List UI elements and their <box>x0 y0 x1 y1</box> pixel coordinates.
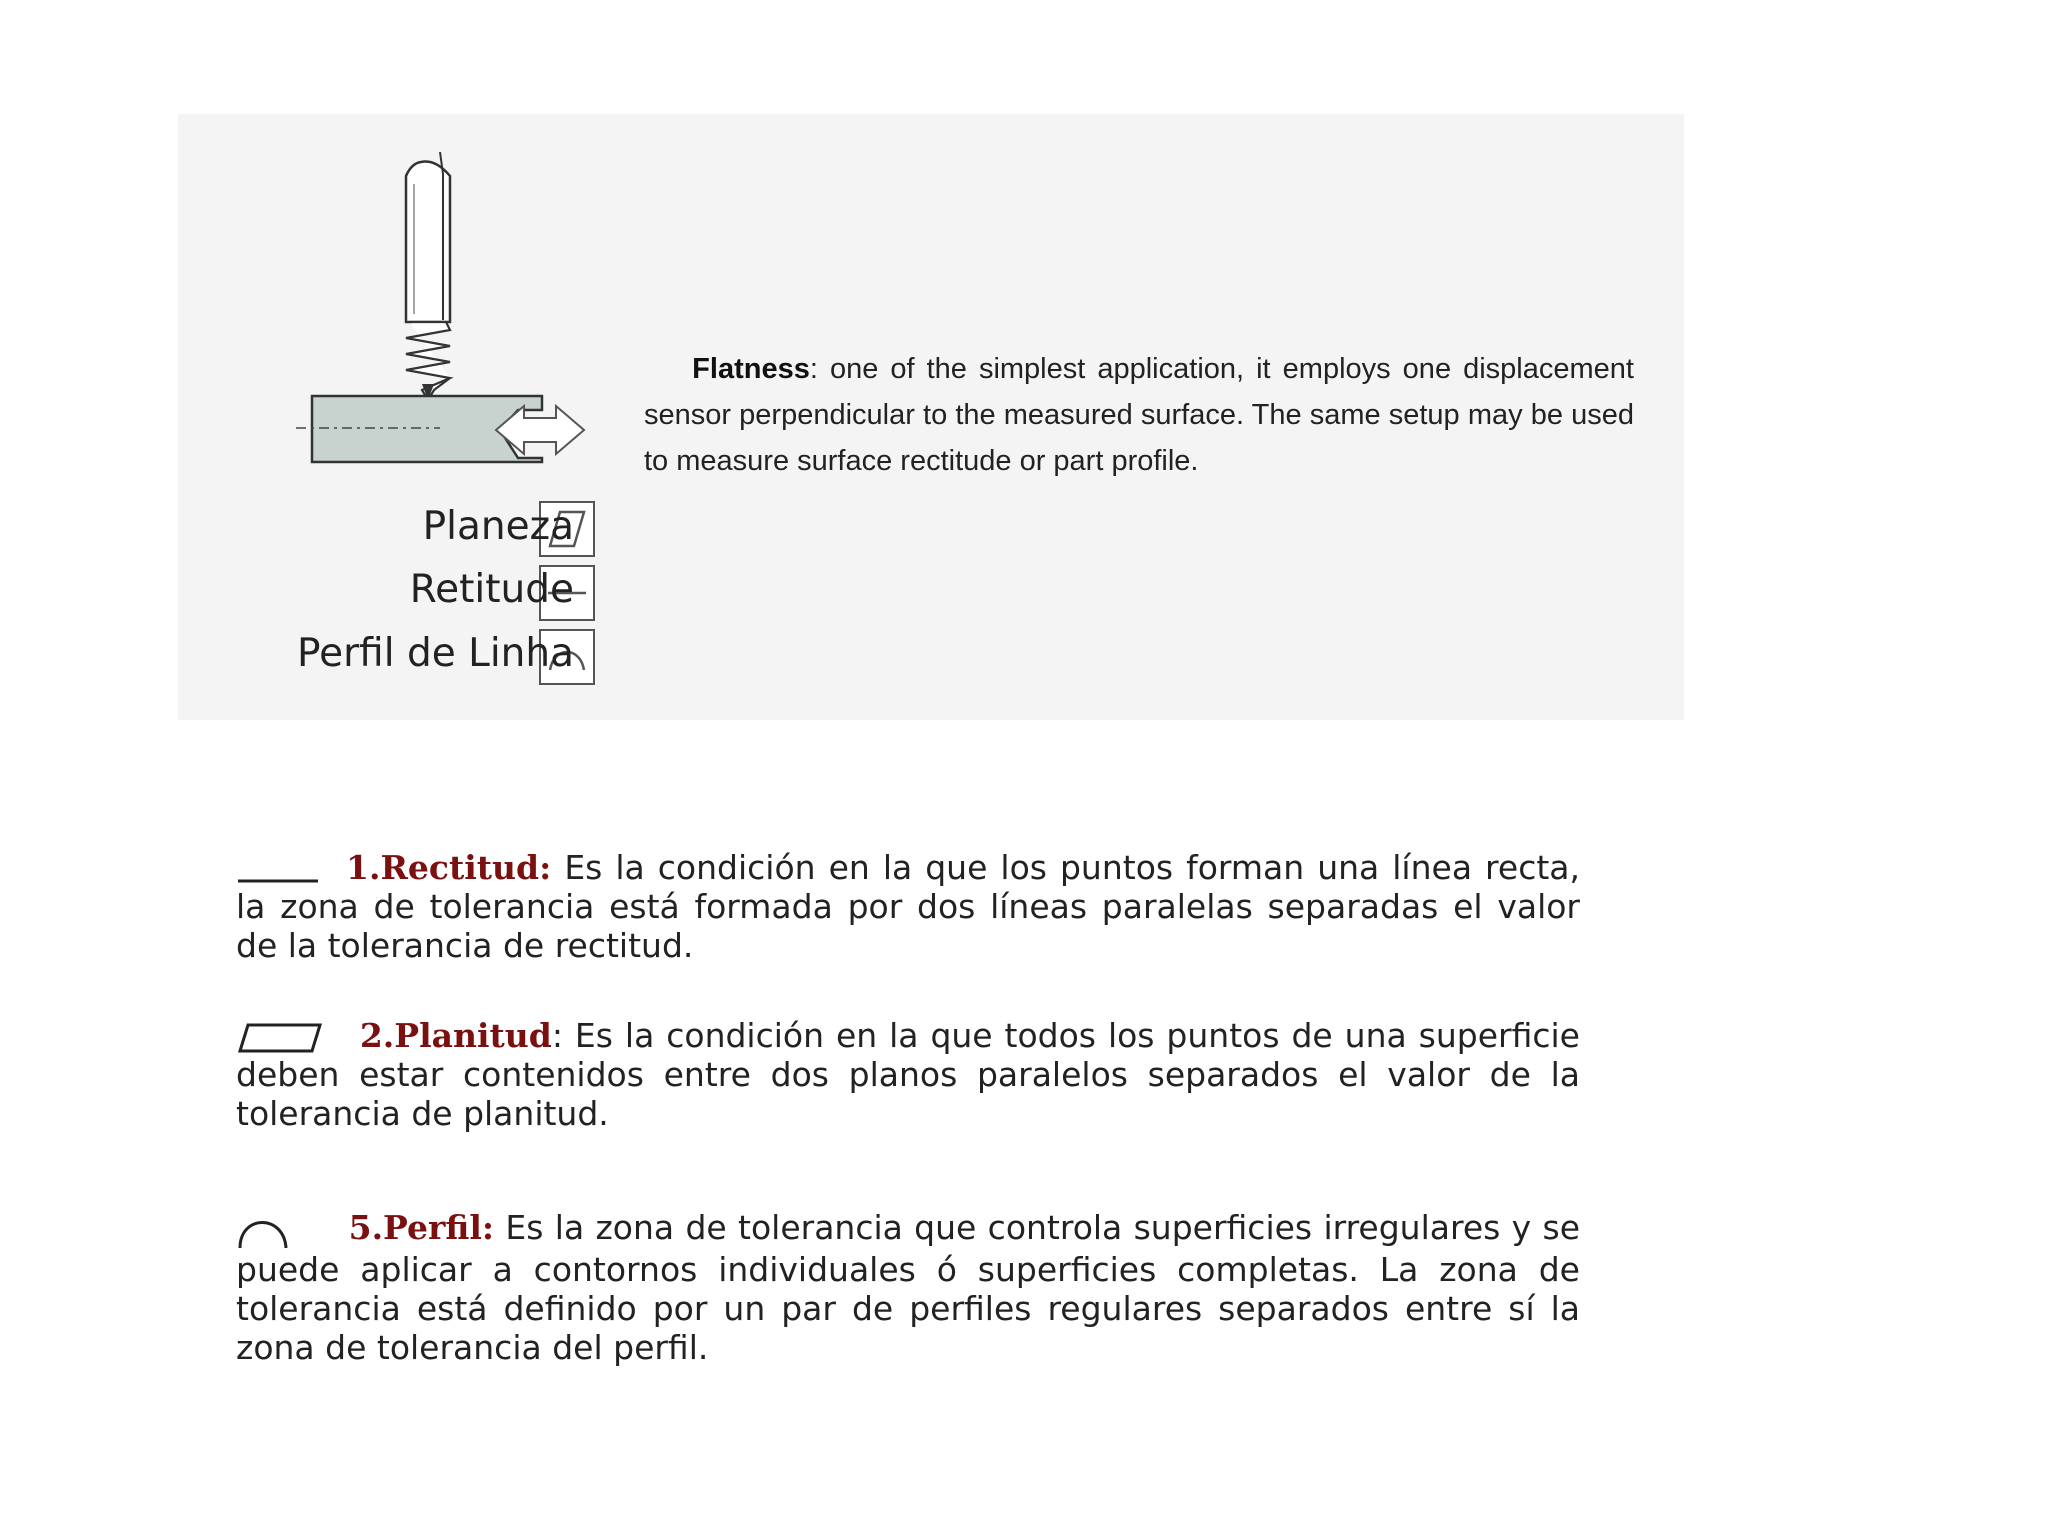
definition-title: 1.Rectitud: <box>346 848 552 887</box>
definition-text: Es la condición en la que los puntos forman una línea recta, la zona de tolerancia está formada por dos líneas paralelas separadas el valor de la tolerancia de rectitud. <box>236 848 1580 965</box>
sensor-diagram <box>178 114 678 720</box>
perfil-de-linha-label: Perfil de Linha <box>297 631 574 676</box>
flatness-description <box>644 346 1634 484</box>
figure-panel <box>178 114 1684 720</box>
retitude-label: Retitude <box>409 567 574 612</box>
definition-title: 5.Perfil: <box>348 1208 495 1247</box>
straightness-icon <box>236 855 320 885</box>
flatness-icon <box>236 1021 324 1055</box>
flatness-term: Flatness <box>692 353 810 385</box>
definition-perfil <box>236 1208 1580 1367</box>
displacement-sensor-icon <box>406 152 450 400</box>
planeza-label: Planeza <box>422 504 574 549</box>
profile-icon <box>236 1210 292 1250</box>
definition-planitud <box>236 1016 1580 1133</box>
definition-rectitud <box>236 848 1580 965</box>
definition-title: 2.Planitud <box>359 1016 552 1055</box>
definition-text: Es la zona de tolerancia que controla superficies irregulares y se puede aplicar a contornos individuales ó superficies completas. La zona de tolerancia está definido por un par de perfiles regulares separados entre sí la zona de tolerancia del perfil. <box>236 1208 1580 1367</box>
definition-text: : Es la condición en la que todos los puntos de una superficie deben estar contenidos entre dos planos paralelos separados el valor de la tolerancia de planitud. <box>236 1016 1580 1133</box>
flatness-text: : one of the simplest application, it employs one displacement sensor perpendicular to the measured surface. The same setup may be used to measure surface rectitude or part profile. <box>644 353 1634 477</box>
